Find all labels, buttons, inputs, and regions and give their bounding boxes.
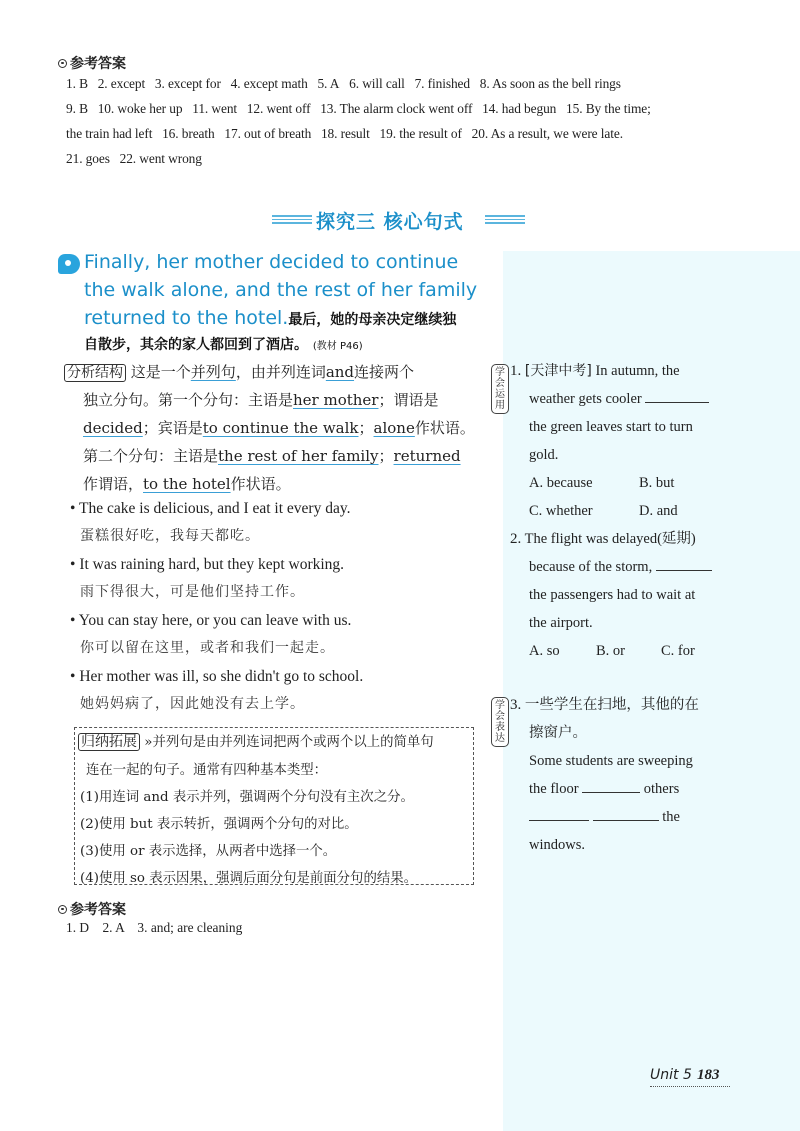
page-footer [650, 1064, 730, 1087]
answer-icon [58, 905, 67, 914]
example-en: You can stay here, or you can leave with us. [78, 612, 352, 629]
analysis-line-1: 分析结构 这是一个并列句，由并列连词and连接两个 [64, 358, 484, 386]
key-sentence-icon [58, 254, 80, 274]
summary-content [78, 731, 473, 886]
question-1: 1. [天津中考] In autumn, the weather gets cooler the green leaves start to turn gold. A. because B. but C. whether D. and [510, 357, 790, 525]
answer-blank[interactable] [593, 808, 659, 821]
option-b[interactable]: B. but [639, 475, 675, 491]
analysis-tag: 分析结构 [64, 364, 126, 382]
key-sentence [84, 248, 494, 334]
summary-arrow-icon: » [144, 735, 153, 750]
answer-blank[interactable] [656, 558, 712, 571]
summary-intro-2: 连在一起的句子。通常有四种基本类型： [86, 763, 328, 778]
answer-line-3: the train had left 16. breath 17. out of breath 18. result 19. the result of 20. As a result, we were late. [66, 126, 623, 141]
answer-heading [58, 53, 126, 73]
summary-item: (1)用连词 and 表示并列，强调两个分句没有主次之分。 [80, 790, 414, 805]
section-title: 探究三 核心句式 [316, 211, 464, 233]
answer-line-4: 21. goes 22. went wrong [66, 151, 202, 166]
option-d[interactable]: D. and [639, 503, 678, 519]
question-source: [天津中考] [524, 363, 592, 379]
question-2: 2. The flight was delayed(延期) because of the storm, the passengers had to wait at the airport. A. so B. or C. for [510, 525, 795, 665]
option-a[interactable]: A. because [529, 475, 593, 491]
option-c[interactable]: C. whether [529, 503, 593, 519]
example-item: • You can stay here, or you can leave with us. 你可以留在这里，或者和我们一起走。 [70, 612, 490, 668]
structure-analysis [64, 358, 484, 498]
unit-label: Unit 5 [650, 1067, 692, 1083]
analysis-line-3: decided；宾语是to continue the walk；alone作状语。 [83, 419, 475, 437]
heading-decoration-left [272, 215, 312, 224]
example-en: It was raining hard, but they kept working. [79, 556, 345, 573]
question-number: 3. [510, 697, 522, 713]
bottom-answer-text: 1. D 2. A 3. and; are cleaning [66, 920, 243, 935]
answer-blank[interactable] [582, 780, 640, 793]
key-sentence-en-1: Finally, her mother decided to continue [84, 251, 459, 273]
question-number: 1. [510, 363, 522, 379]
summary-intro: 并列句是由并列连词把两个或两个以上的简单句 [152, 735, 434, 750]
example-cn: 蛋糕很好吃，我每天都吃。 [80, 528, 260, 544]
heading-decoration-right [485, 215, 525, 224]
example-cn: 她妈妈病了，因此她没有去上学。 [80, 696, 305, 712]
learn-to-use-tag: 学会运用 [491, 364, 509, 414]
answer-line-2: 9. B 10. woke her up 11. went 12. went off 13. The alarm clock went off 14. had begun 15. By the time; [66, 101, 651, 116]
key-sentence-cn-line: 自散步，其余的家人都回到了酒店。 (教材 P46) [84, 337, 363, 353]
example-item: • Her mother was ill, so she didn't go to school. 她妈妈病了，因此她没有去上学。 [70, 668, 490, 724]
summary-item: (2)使用 but 表示转折，强调两个分句的对比。 [80, 817, 358, 832]
key-sentence-en-2: the walk alone, and the rest of her family [84, 279, 478, 301]
textbook-source: (教材 P46) [312, 341, 363, 352]
learn-to-express-tag: 学会表达 [491, 697, 509, 747]
summary-tag: 归纳拓展 [78, 733, 140, 751]
summary-item: (3)使用 or 表示选择，从两者中选择一个。 [80, 844, 337, 859]
analysis-line-2: 独立分句。第一个分句：主语是her mother；谓语是 [83, 391, 439, 409]
bottom-answer-heading: 参考答案 [58, 899, 126, 919]
summary-item: (4)使用 so 表示因果，强调后面分句是前面分句的结果。 [80, 871, 418, 886]
question-3: 3. 一些学生在扫地，其他的在 擦窗户。 Some students are sweeping the floor others the windows. [510, 697, 699, 853]
question-number: 2. [510, 531, 522, 547]
option-a[interactable]: A. so [529, 643, 560, 659]
answer-blank[interactable] [529, 808, 589, 821]
example-en: Her mother was ill, so she didn't go to school. [79, 668, 364, 685]
answer-blank[interactable] [645, 390, 709, 403]
page-number: 183 [696, 1067, 720, 1083]
example-list [70, 500, 490, 724]
example-item: • The cake is delicious, and I eat it every day. 蛋糕很好吃，我每天都吃。 [70, 500, 490, 556]
key-sentence-cn-1: 最后，她的母亲决定继续独 [288, 312, 457, 328]
answer-line-1: 1. B 2. except 3. except for 4. except math 5. A 6. will call 7. finished 8. As soon as the bell rings [66, 76, 621, 91]
example-item: • It was raining hard, but they kept working. 雨下得很大，可是他们坚持工作。 [70, 556, 490, 612]
answer-heading-text: 参考答案 [70, 56, 126, 72]
option-c[interactable]: C. for [661, 643, 695, 659]
example-en: The cake is delicious, and I eat it every day. [79, 500, 351, 517]
key-sentence-en-3: returned to the hotel.最后，她的母亲决定继续独 [84, 307, 457, 329]
analysis-line-5: 作谓语，to the hotel作状语。 [83, 475, 291, 493]
analysis-line-4: 第二个分句：主语是the rest of her family；returned [83, 447, 461, 465]
option-b[interactable]: B. or [596, 643, 625, 659]
example-cn: 雨下得很大，可是他们坚持工作。 [80, 584, 305, 600]
answer-icon [58, 59, 67, 68]
example-cn: 你可以留在这里，或者和我们一起走。 [80, 640, 335, 656]
